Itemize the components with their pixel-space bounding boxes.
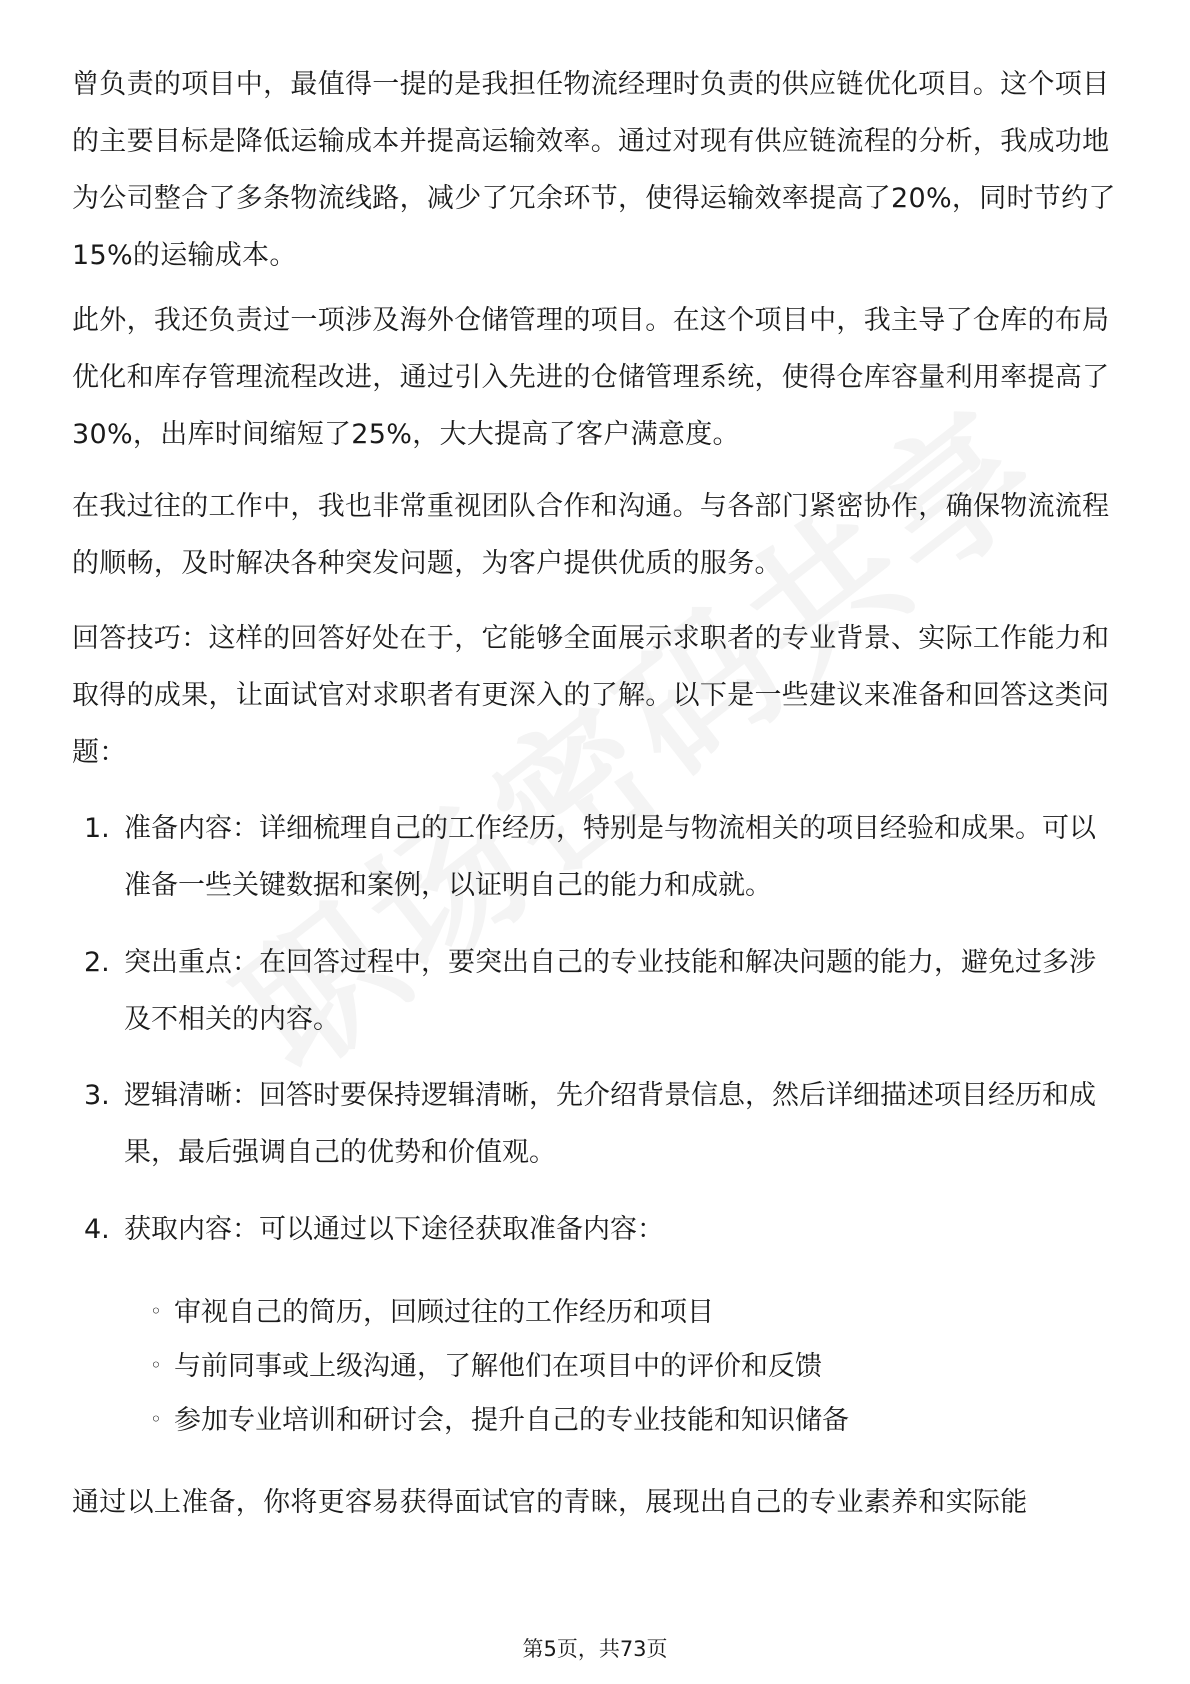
paragraph-teamwork: 在我过往的工作中，我也非常重视团队合作和沟通。与各部门紧密协作，确保物流流程的顺畅，及时解决各种突发问题，为客户提供优质的服务。 (72, 491, 1110, 579)
sub-list-item (150, 1392, 1100, 1450)
list-item-highlight-points (72, 934, 1120, 1048)
list-text: 准备内容：详细梳理自己的工作经历，特别是与物流相关的项目经验和成果。可以准备一些关键数据和案例，以证明自己的能力和成就。 (124, 813, 1096, 901)
sub-list-item (150, 1284, 1100, 1342)
page-number-footer: 第5页，共73页 (522, 1637, 668, 1661)
sub-list-text: 审视自己的简历，回顾过往的工作经历和项目 (174, 1297, 714, 1328)
list-text: 获取内容：可以通过以下途径获取准备内容： (124, 1214, 664, 1245)
list-item-clear-logic (72, 1067, 1120, 1181)
paragraph-project-experience: 曾负责的项目中，最值得一提的是我担任物流经理时负责的供应链优化项目。这个项目的主要目标是降低运输成本并提高运输效率。通过对现有供应链流程的分析，我成功地为公司整合了多条物流线路，减少了冗余环节，使得运输效率提高了20%，同时节约了15%的运输成本。 (72, 69, 1116, 271)
list-number: 2. (84, 947, 110, 978)
bullet-icon: ◦ (150, 1299, 162, 1323)
list-number: 4. (84, 1214, 110, 1245)
paragraph-answer-tips: 回答技巧：这样的回答好处在于，它能够全面展示求职者的专业背景、实际工作能力和取得的成果，让面试官对求职者有更深入的了解。以下是一些建议来准备和回答这类问题： (72, 623, 1110, 768)
list-item-prepare-content (72, 800, 1120, 914)
paragraph-warehouse-project: 此外，我还负责过一项涉及海外仓储管理的项目。在这个项目中，我主导了仓库的布局优化和库存管理流程改进，通过引入先进的仓储管理系统，使得仓库容量利用率提高了30%，出库时间缩短了25%，大大提高了客户满意度。 (72, 305, 1110, 450)
bullet-icon: ◦ (150, 1407, 162, 1431)
sub-list-text: 参加专业培训和研讨会，提升自己的专业技能和知识储备 (174, 1405, 849, 1436)
list-number: 1. (84, 813, 110, 844)
sub-list-text: 与前同事或上级沟通，了解他们在项目中的评价和反馈 (174, 1351, 822, 1382)
list-item-obtain-content (72, 1201, 1120, 1258)
list-text: 逻辑清晰：回答时要保持逻辑清晰，先介绍背景信息，然后详细描述项目经历和成果，最后强调自己的优势和价值观。 (124, 1080, 1096, 1168)
bullet-icon: ◦ (150, 1353, 162, 1377)
sub-list-item (150, 1338, 1100, 1396)
paragraph-closing: 通过以上准备，你将更容易获得面试官的青睐，展现出自己的专业素养和实际能 (72, 1487, 1028, 1518)
list-number: 3. (84, 1080, 110, 1111)
list-text: 突出重点：在回答过程中，要突出自己的专业技能和解决问题的能力，避免过多涉及不相关的内容。 (124, 947, 1096, 1035)
